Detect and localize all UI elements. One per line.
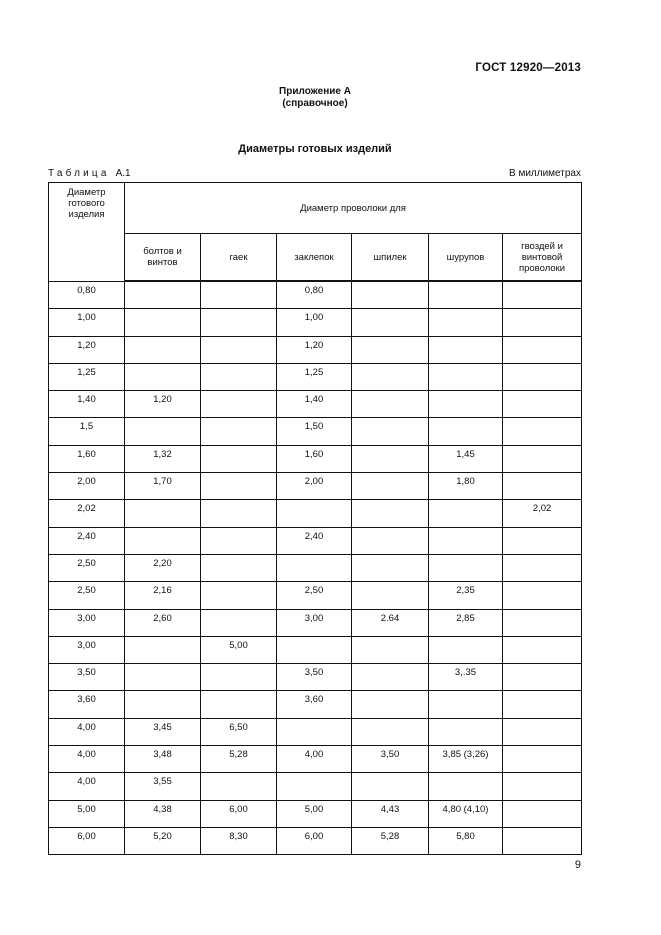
header-wood-screws bbox=[429, 234, 503, 282]
table-cell: 1,40 bbox=[49, 391, 125, 418]
table-cell bbox=[201, 418, 277, 445]
table-cell bbox=[429, 636, 503, 663]
table-row bbox=[49, 500, 582, 527]
table-cell bbox=[352, 773, 429, 800]
header-line: заклепок bbox=[294, 251, 334, 263]
table-cell bbox=[201, 391, 277, 418]
page-number: 9 bbox=[574, 859, 581, 871]
table-cell bbox=[352, 336, 429, 363]
table-cell bbox=[201, 609, 277, 636]
table-cell: 2,20 bbox=[125, 554, 201, 581]
annex-title: Приложение А bbox=[279, 86, 351, 97]
table-cell: 1,00 bbox=[49, 309, 125, 336]
table-row bbox=[49, 636, 582, 663]
table-row bbox=[49, 554, 582, 581]
table-row bbox=[49, 473, 582, 500]
table-cell bbox=[503, 445, 582, 472]
table-cell: 1,80 bbox=[429, 473, 503, 500]
annex-subtitle: (справочное) bbox=[282, 98, 348, 109]
table-label-word: Таблица bbox=[48, 168, 110, 179]
table-cell bbox=[125, 664, 201, 691]
table-body bbox=[49, 281, 582, 855]
table-cell: 4,00 bbox=[277, 746, 352, 773]
table-cell: 3,50 bbox=[277, 664, 352, 691]
table-row bbox=[49, 800, 582, 827]
table-cell bbox=[352, 582, 429, 609]
header-studs bbox=[352, 234, 429, 282]
table-cell bbox=[503, 554, 582, 581]
table-cell bbox=[503, 691, 582, 718]
table-cell: 1,20 bbox=[125, 391, 201, 418]
table-cell: 2,40 bbox=[49, 527, 125, 554]
table-cell bbox=[503, 473, 582, 500]
table-cell: 6,00 bbox=[49, 827, 125, 854]
table-cell: 5,28 bbox=[201, 746, 277, 773]
header-line: гаек bbox=[229, 251, 248, 263]
table-cell: 4,80 (4,10) bbox=[429, 800, 503, 827]
table-cell: 4,38 bbox=[125, 800, 201, 827]
table-cell bbox=[503, 800, 582, 827]
table-cell bbox=[201, 554, 277, 581]
table-cell bbox=[503, 718, 582, 745]
table-cell: 3,48 bbox=[125, 746, 201, 773]
table-cell bbox=[125, 336, 201, 363]
table-cell bbox=[201, 363, 277, 390]
table-cell: 3,00 bbox=[49, 636, 125, 663]
table-cell: 2.64 bbox=[352, 609, 429, 636]
header-line: готового bbox=[68, 198, 105, 209]
header-line: Диаметр bbox=[67, 187, 106, 198]
table-cell bbox=[201, 500, 277, 527]
header-line: шпилек bbox=[373, 251, 407, 263]
header-rivets bbox=[277, 234, 352, 282]
table-row bbox=[49, 773, 582, 800]
table-cell bbox=[503, 336, 582, 363]
table-cell bbox=[503, 391, 582, 418]
table-cell: 6,50 bbox=[201, 718, 277, 745]
table-row bbox=[49, 582, 582, 609]
table-cell bbox=[503, 609, 582, 636]
table-cell bbox=[125, 691, 201, 718]
table-cell: 3,45 bbox=[125, 718, 201, 745]
table-cell bbox=[125, 309, 201, 336]
table-cell: 5,00 bbox=[201, 636, 277, 663]
units-note: В миллиметрах bbox=[509, 168, 581, 179]
header-line: изделия bbox=[68, 209, 105, 220]
table-row bbox=[49, 281, 582, 309]
table-cell bbox=[429, 718, 503, 745]
table-cell bbox=[277, 636, 352, 663]
table-cell bbox=[125, 500, 201, 527]
table-cell bbox=[201, 445, 277, 472]
table-cell: 3,00 bbox=[49, 609, 125, 636]
table-cell: 3,85 (3,26) bbox=[429, 746, 503, 773]
table-cell bbox=[352, 473, 429, 500]
table-cell: 2,85 bbox=[429, 609, 503, 636]
table-cell bbox=[201, 664, 277, 691]
header-nails-wire bbox=[503, 234, 582, 282]
table-row bbox=[49, 336, 582, 363]
header-nuts bbox=[201, 234, 277, 282]
header-line: болтов и bbox=[143, 246, 182, 257]
diameters-table bbox=[48, 182, 582, 855]
table-cell: 1,40 bbox=[277, 391, 352, 418]
table-cell: 2,16 bbox=[125, 582, 201, 609]
table-cell bbox=[503, 773, 582, 800]
table-cell bbox=[201, 582, 277, 609]
table-cell: 2,02 bbox=[503, 500, 582, 527]
table-cell bbox=[429, 554, 503, 581]
table-cell bbox=[352, 445, 429, 472]
table-cell bbox=[201, 773, 277, 800]
table-cell: 3,50 bbox=[49, 664, 125, 691]
table-cell: 1,00 bbox=[277, 309, 352, 336]
table-cell: 5,00 bbox=[277, 800, 352, 827]
table-row bbox=[49, 609, 582, 636]
table-cell: 3,60 bbox=[277, 691, 352, 718]
table-cell bbox=[125, 636, 201, 663]
table-cell bbox=[352, 363, 429, 390]
table-row bbox=[49, 418, 582, 445]
table-cell: 3,00 bbox=[277, 609, 352, 636]
table-cell bbox=[503, 827, 582, 854]
annex-heading bbox=[0, 86, 630, 110]
table-cell bbox=[201, 336, 277, 363]
table-cell bbox=[503, 664, 582, 691]
table-cell bbox=[429, 336, 503, 363]
table-cell: 3,60 bbox=[49, 691, 125, 718]
table-cell: 3,50 bbox=[352, 746, 429, 773]
table-cell bbox=[277, 500, 352, 527]
table-cell: 3,.35 bbox=[429, 664, 503, 691]
table-cell bbox=[503, 418, 582, 445]
table-cell bbox=[429, 418, 503, 445]
table-cell: 8,30 bbox=[201, 827, 277, 854]
table-cell bbox=[201, 473, 277, 500]
table-cell bbox=[429, 691, 503, 718]
table-row bbox=[49, 363, 582, 390]
table-cell bbox=[503, 636, 582, 663]
table-cell bbox=[429, 363, 503, 390]
header-line: шурупов bbox=[446, 251, 485, 263]
table-cell bbox=[503, 281, 582, 309]
standard-number: ГОСТ 12920—2013 bbox=[475, 62, 581, 74]
table-row bbox=[49, 827, 582, 854]
table-row bbox=[49, 445, 582, 472]
table-cell bbox=[201, 281, 277, 309]
table-cell: 2,40 bbox=[277, 527, 352, 554]
document-title: Диаметры готовых изделий bbox=[238, 143, 392, 155]
table-row bbox=[49, 664, 582, 691]
table-cell: 0,80 bbox=[277, 281, 352, 309]
table-cell: 1,20 bbox=[49, 336, 125, 363]
table-label bbox=[48, 168, 131, 179]
table-cell: 1,50 bbox=[277, 418, 352, 445]
table-cell bbox=[352, 309, 429, 336]
header-product-diameter bbox=[49, 183, 125, 282]
table-cell: 6,00 bbox=[277, 827, 352, 854]
table-cell bbox=[503, 309, 582, 336]
table-cell: 5,00 bbox=[49, 800, 125, 827]
table-cell bbox=[352, 418, 429, 445]
header-wire-diameter-group: Диаметр проволоки для bbox=[125, 183, 582, 234]
table-cell bbox=[201, 691, 277, 718]
table-cell: 5,80 bbox=[429, 827, 503, 854]
table-cell bbox=[352, 527, 429, 554]
table-row bbox=[49, 391, 582, 418]
table-cell bbox=[352, 718, 429, 745]
table-cell bbox=[352, 281, 429, 309]
table-cell: 1,45 bbox=[429, 445, 503, 472]
table-cell bbox=[352, 664, 429, 691]
table-row bbox=[49, 691, 582, 718]
table-cell: 2,50 bbox=[277, 582, 352, 609]
table-cell bbox=[352, 500, 429, 527]
table-cell: 2,60 bbox=[125, 609, 201, 636]
table-cell: 1,5 bbox=[49, 418, 125, 445]
header-line: винтовой bbox=[521, 251, 563, 263]
table-label-number: А.1 bbox=[115, 168, 131, 179]
table-cell bbox=[352, 636, 429, 663]
table-cell: 4,43 bbox=[352, 800, 429, 827]
table-cell bbox=[503, 527, 582, 554]
table-cell bbox=[429, 281, 503, 309]
table-row bbox=[49, 718, 582, 745]
table-cell bbox=[125, 418, 201, 445]
table-cell bbox=[429, 773, 503, 800]
header-line: гвоздей и bbox=[521, 240, 563, 252]
table-cell: 2,02 bbox=[49, 500, 125, 527]
table-cell: 4,00 bbox=[49, 773, 125, 800]
table-cell: 6,00 bbox=[201, 800, 277, 827]
header-bolts-screws bbox=[125, 234, 201, 282]
header-line: винтов bbox=[147, 257, 178, 268]
table-cell: 1,70 bbox=[125, 473, 201, 500]
table-cell: 3,55 bbox=[125, 773, 201, 800]
table-cell bbox=[125, 363, 201, 390]
table-cell bbox=[503, 582, 582, 609]
table-cell: 2,50 bbox=[49, 554, 125, 581]
table-cell: 0,80 bbox=[49, 281, 125, 309]
table-cell bbox=[429, 500, 503, 527]
table-cell: 1,60 bbox=[277, 445, 352, 472]
table-cell bbox=[201, 527, 277, 554]
table-cell bbox=[503, 363, 582, 390]
table-cell: 2,00 bbox=[277, 473, 352, 500]
table-cell: 2,50 bbox=[49, 582, 125, 609]
table-cell bbox=[429, 391, 503, 418]
table-cell: 2,35 bbox=[429, 582, 503, 609]
table-cell: 1,20 bbox=[277, 336, 352, 363]
table-cell bbox=[277, 718, 352, 745]
table-cell bbox=[125, 281, 201, 309]
table-cell bbox=[503, 746, 582, 773]
table-row bbox=[49, 309, 582, 336]
table-cell bbox=[429, 309, 503, 336]
table-cell: 1,25 bbox=[49, 363, 125, 390]
table-cell: 4,00 bbox=[49, 746, 125, 773]
table-cell bbox=[277, 554, 352, 581]
header-line: проволоки bbox=[518, 262, 566, 274]
table-cell: 5,20 bbox=[125, 827, 201, 854]
table-cell bbox=[125, 527, 201, 554]
table-cell bbox=[277, 773, 352, 800]
table-cell: 1,60 bbox=[49, 445, 125, 472]
table-cell bbox=[352, 554, 429, 581]
table-cell: 5,28 bbox=[352, 827, 429, 854]
table-cell bbox=[201, 309, 277, 336]
table-cell: 1,25 bbox=[277, 363, 352, 390]
table-row bbox=[49, 527, 582, 554]
table-cell bbox=[352, 691, 429, 718]
table-cell: 2,00 bbox=[49, 473, 125, 500]
table-cell bbox=[429, 527, 503, 554]
table-cell bbox=[352, 391, 429, 418]
table-row bbox=[49, 746, 582, 773]
table-cell: 4,00 bbox=[49, 718, 125, 745]
table-cell: 1,32 bbox=[125, 445, 201, 472]
